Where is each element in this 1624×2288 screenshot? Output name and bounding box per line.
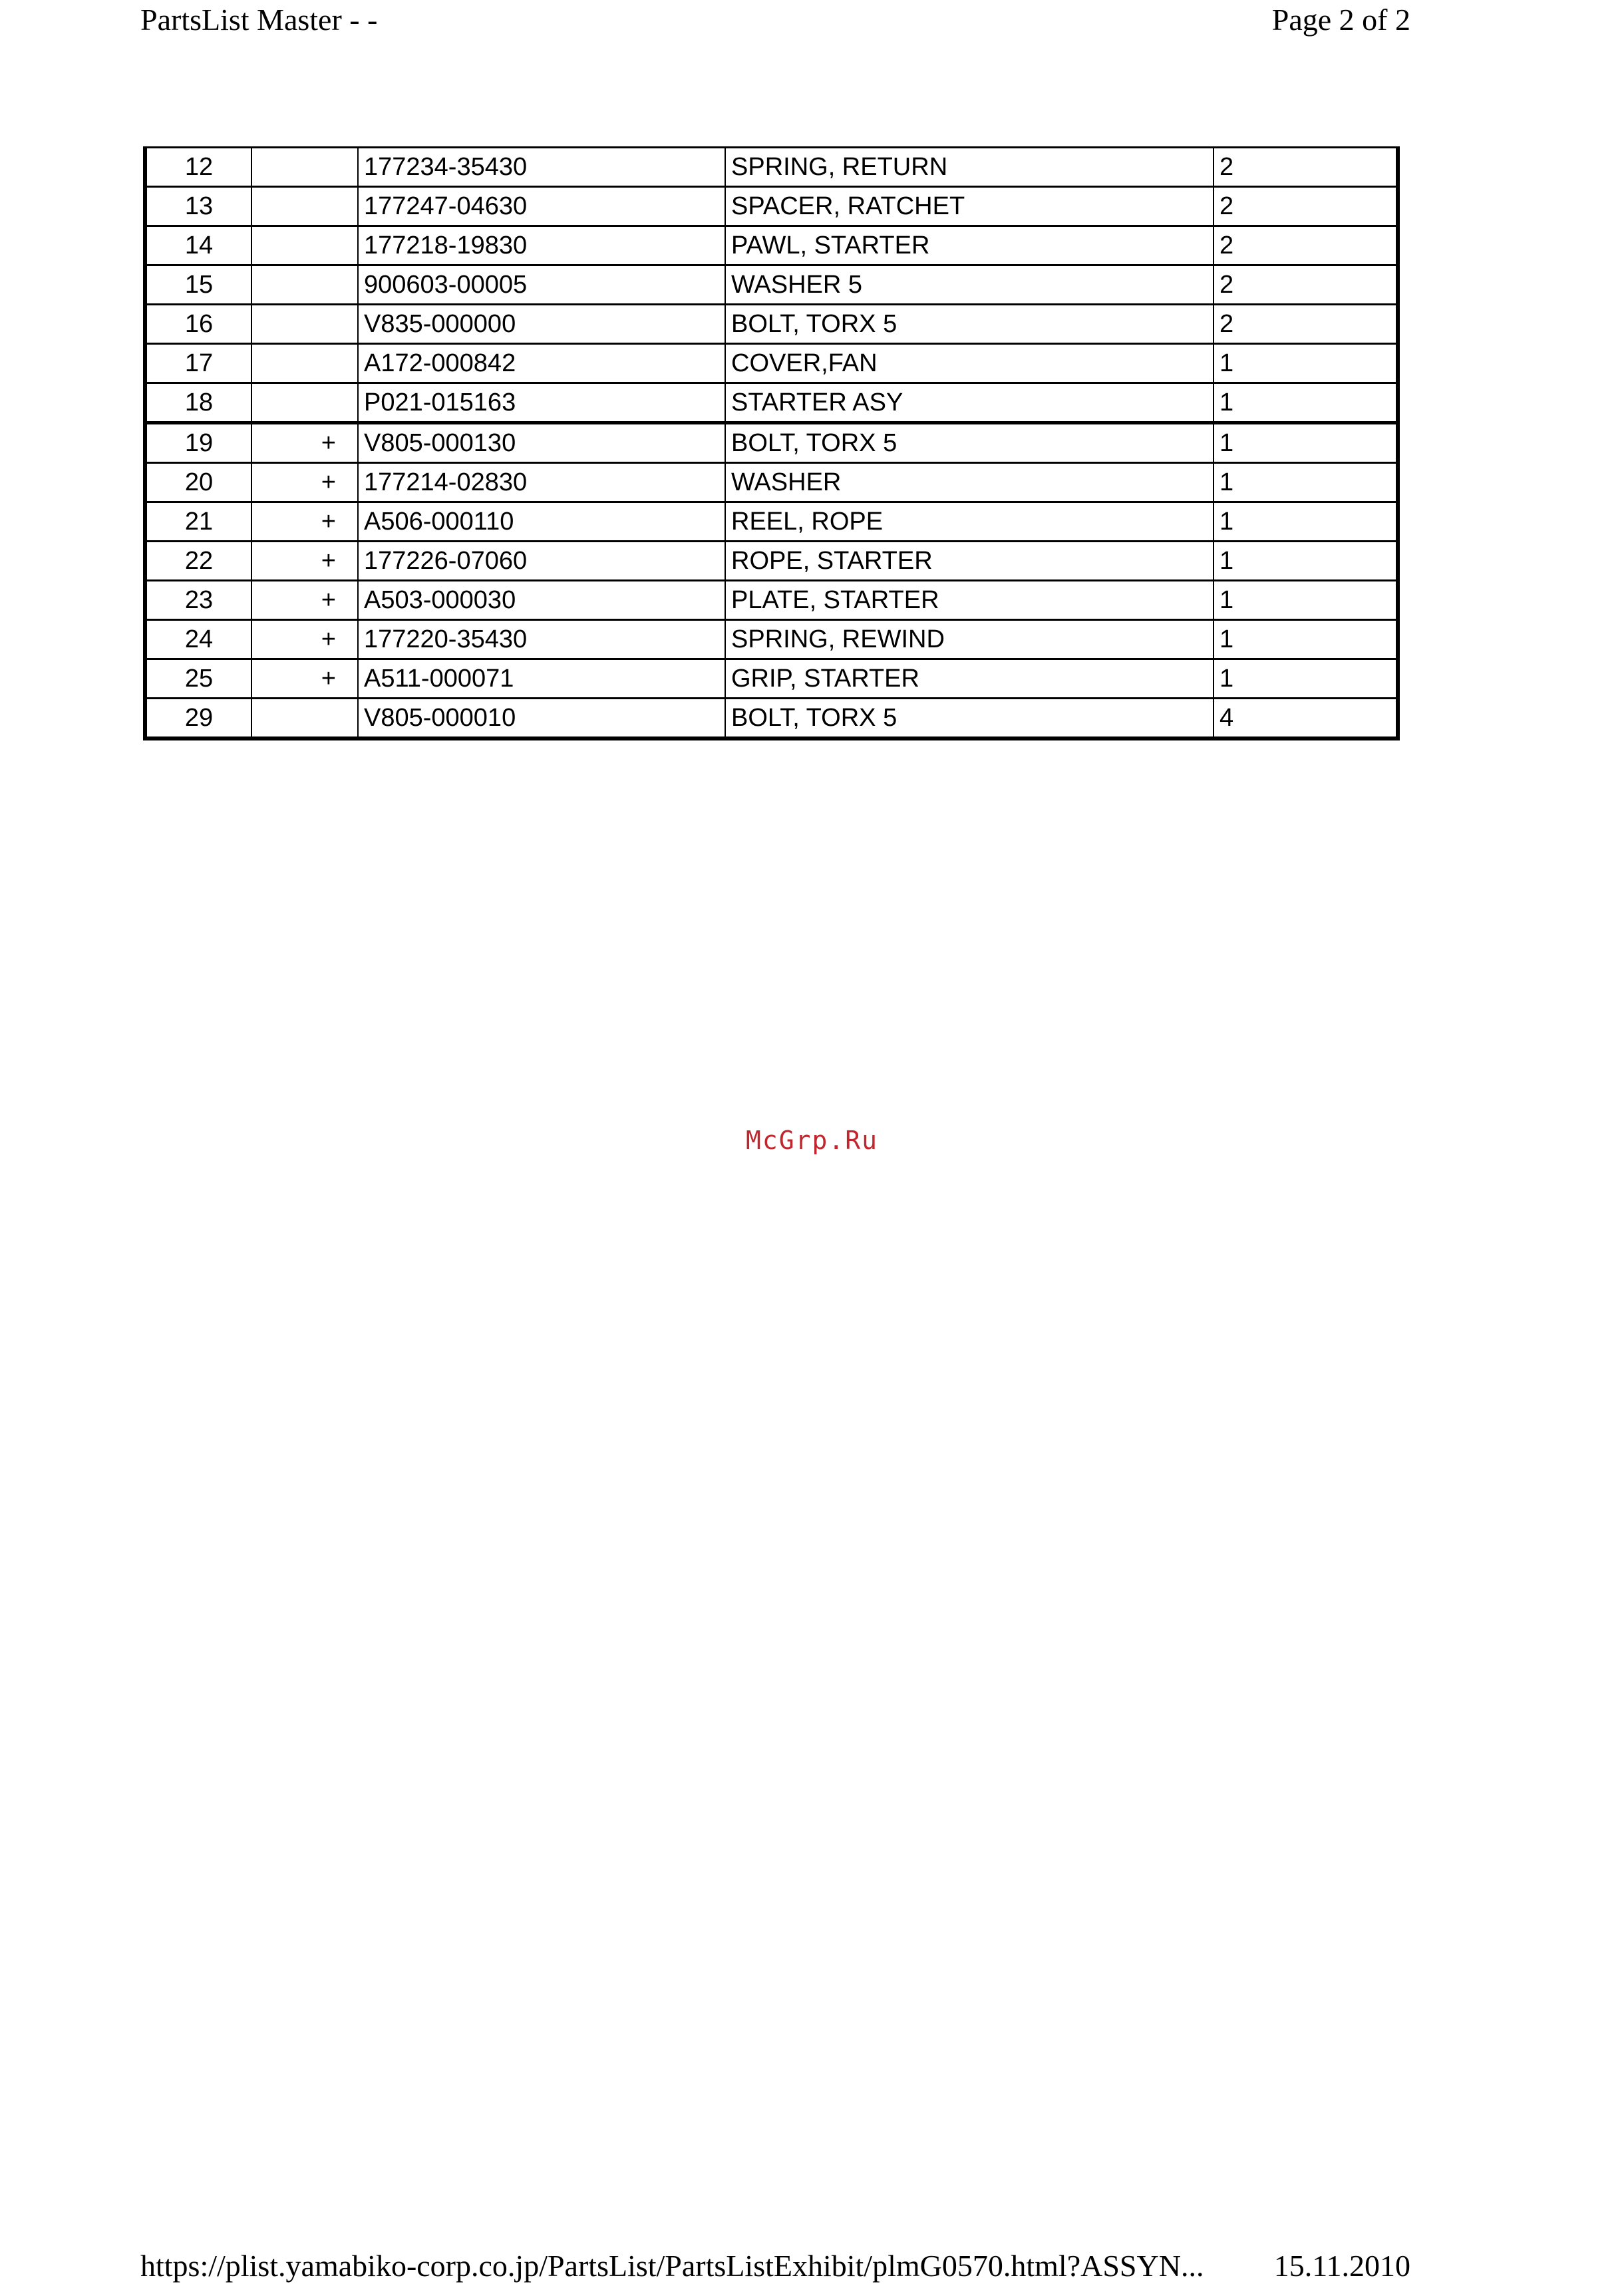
part-number-cell: P021-015163 xyxy=(358,383,725,423)
sub-item-mark-cell xyxy=(251,383,358,423)
description-cell: STARTER ASY xyxy=(725,383,1214,423)
sub-item-mark-cell xyxy=(251,699,358,739)
part-number-cell: A511-000071 xyxy=(358,659,725,699)
ref-number-cell: 24 xyxy=(145,620,251,659)
part-number-cell: 900603-00005 xyxy=(358,265,725,305)
quantity-cell: 2 xyxy=(1214,187,1398,226)
ref-number-cell: 14 xyxy=(145,226,251,265)
part-number-cell: A503-000030 xyxy=(358,581,725,620)
quantity-cell: 1 xyxy=(1214,620,1398,659)
ref-number-cell: 29 xyxy=(145,699,251,739)
description-cell: BOLT, TORX 5 xyxy=(725,699,1214,739)
description-cell: COVER,FAN xyxy=(725,344,1214,383)
sub-item-mark-cell: + xyxy=(251,463,358,502)
quantity-cell: 1 xyxy=(1214,659,1398,699)
part-number-cell: V835-000000 xyxy=(358,305,725,344)
ref-number-cell: 22 xyxy=(145,542,251,581)
sub-item-mark-cell: + xyxy=(251,659,358,699)
description-cell: SPRING, RETURN xyxy=(725,148,1214,187)
description-cell: WASHER 5 xyxy=(725,265,1214,305)
ref-number-cell: 16 xyxy=(145,305,251,344)
ref-number-cell: 15 xyxy=(145,265,251,305)
sub-item-mark-cell: + xyxy=(251,620,358,659)
footer-date: 15.11.2010 xyxy=(1273,2249,1410,2283)
ref-number-cell: 12 xyxy=(145,148,251,187)
table-row xyxy=(145,265,1398,305)
quantity-cell: 4 xyxy=(1214,699,1398,739)
table-row xyxy=(145,383,1398,423)
footer-url[interactable]: https://plist.yamabiko-corp.co.jp/PartsList/PartsListExhibit/plmG0570.html?ASSYN... xyxy=(140,2249,1204,2283)
table-row xyxy=(145,581,1398,620)
description-cell: PAWL, STARTER xyxy=(725,226,1214,265)
part-number-cell: A506-000110 xyxy=(358,502,725,542)
page-number: Page 2 of 2 xyxy=(1271,3,1410,37)
quantity-cell: 2 xyxy=(1214,265,1398,305)
sub-item-mark-cell: + xyxy=(251,423,358,463)
ref-number-cell: 21 xyxy=(145,502,251,542)
sub-item-mark-cell xyxy=(251,148,358,187)
watermark-text: McGrp.Ru xyxy=(745,1126,879,1155)
sub-item-mark-cell: + xyxy=(251,542,358,581)
parts-table xyxy=(143,146,1400,740)
description-cell: WASHER xyxy=(725,463,1214,502)
table-row xyxy=(145,699,1398,739)
part-number-cell: 177234-35430 xyxy=(358,148,725,187)
table-row xyxy=(145,542,1398,581)
table-row xyxy=(145,463,1398,502)
part-number-cell: 177218-19830 xyxy=(358,226,725,265)
table-row xyxy=(145,659,1398,699)
ref-number-cell: 25 xyxy=(145,659,251,699)
parts-table-body xyxy=(145,148,1398,739)
quantity-cell: 1 xyxy=(1214,423,1398,463)
sub-item-mark-cell: + xyxy=(251,581,358,620)
ref-number-cell: 19 xyxy=(145,423,251,463)
quantity-cell: 1 xyxy=(1214,344,1398,383)
table-row xyxy=(145,502,1398,542)
table-row xyxy=(145,620,1398,659)
description-cell: ROPE, STARTER xyxy=(725,542,1214,581)
sub-item-mark-cell: + xyxy=(251,502,358,542)
table-row xyxy=(145,187,1398,226)
description-cell: SPACER, RATCHET xyxy=(725,187,1214,226)
quantity-cell: 2 xyxy=(1214,148,1398,187)
header-title: PartsList Master - - xyxy=(140,3,378,37)
ref-number-cell: 18 xyxy=(145,383,251,423)
ref-number-cell: 17 xyxy=(145,344,251,383)
sub-item-mark-cell xyxy=(251,305,358,344)
sub-item-mark-cell xyxy=(251,187,358,226)
description-cell: BOLT, TORX 5 xyxy=(725,423,1214,463)
table-row xyxy=(145,344,1398,383)
quantity-cell: 1 xyxy=(1214,383,1398,423)
description-cell: GRIP, STARTER xyxy=(725,659,1214,699)
part-number-cell: V805-000010 xyxy=(358,699,725,739)
quantity-cell: 1 xyxy=(1214,502,1398,542)
table-row xyxy=(145,226,1398,265)
ref-number-cell: 23 xyxy=(145,581,251,620)
table-row xyxy=(145,148,1398,187)
part-number-cell: 177226-07060 xyxy=(358,542,725,581)
description-cell: REEL, ROPE xyxy=(725,502,1214,542)
ref-number-cell: 13 xyxy=(145,187,251,226)
quantity-cell: 1 xyxy=(1214,463,1398,502)
part-number-cell: 177220-35430 xyxy=(358,620,725,659)
table-row xyxy=(145,423,1398,463)
ref-number-cell: 20 xyxy=(145,463,251,502)
part-number-cell: V805-000130 xyxy=(358,423,725,463)
quantity-cell: 2 xyxy=(1214,305,1398,344)
part-number-cell: 177247-04630 xyxy=(358,187,725,226)
quantity-cell: 2 xyxy=(1214,226,1398,265)
quantity-cell: 1 xyxy=(1214,542,1398,581)
table-row xyxy=(145,305,1398,344)
quantity-cell: 1 xyxy=(1214,581,1398,620)
sub-item-mark-cell xyxy=(251,265,358,305)
description-cell: PLATE, STARTER xyxy=(725,581,1214,620)
part-number-cell: 177214-02830 xyxy=(358,463,725,502)
sub-item-mark-cell xyxy=(251,226,358,265)
description-cell: SPRING, REWIND xyxy=(725,620,1214,659)
sub-item-mark-cell xyxy=(251,344,358,383)
description-cell: BOLT, TORX 5 xyxy=(725,305,1214,344)
part-number-cell: A172-000842 xyxy=(358,344,725,383)
